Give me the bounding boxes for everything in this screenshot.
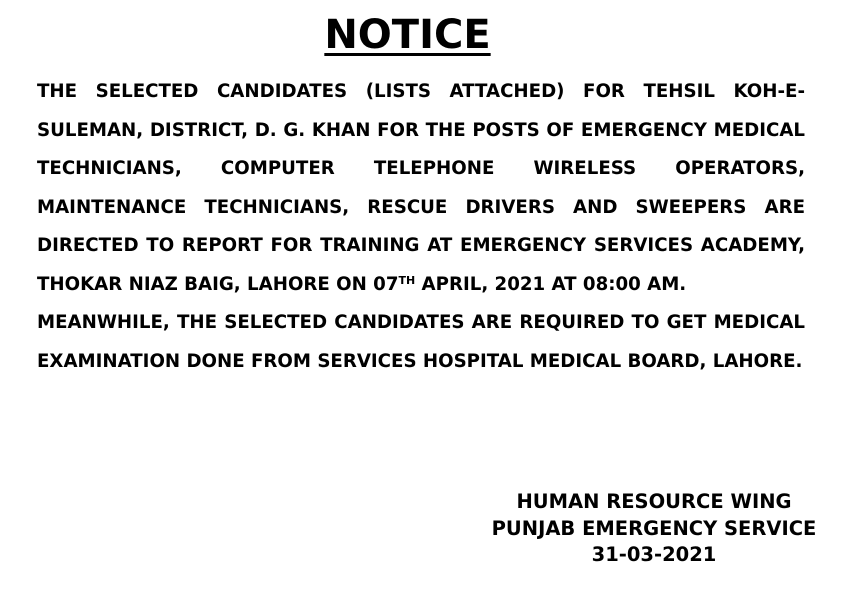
notice-title (0, 12, 815, 58)
signature-department: HUMAN RESOURCE WING (516, 490, 792, 513)
notice-body (37, 73, 805, 381)
paragraph-1-end: APRIL, 2021 AT 08:00 AM. (415, 273, 687, 295)
signature-organization: PUNJAB EMERGENCY SERVICE (491, 516, 817, 540)
notice-paragraph-2: MEANWHILE, THE SELECTED CANDIDATES ARE REQUIRED TO GET MEDICAL EXAMINATION DONE FROM SERVICES HOSPITAL MEDICAL BOARD, LAHORE. (37, 312, 805, 372)
paragraph-1-main: THE SELECTED CANDIDATES (LISTS ATTACHED) FOR TEHSIL KOH-E-SULEMAN, DISTRICT, D. G. KHAN FOR THE POSTS OF EMERGENCY MEDICAL TECHNICIANS, COMPUTER TELEPHONE WIRELESS OPERATORS, MAINTENANCE TECHNICIANS, RESCUE DRIVERS AND SWEEPERS ARE DIRECTED TO REPORT FOR TRAINING AT EMERGENCY SERVICES ACADEMY, THOKAR NIAZ BAIG, LAHORE ON 07 (37, 81, 805, 295)
signature-date: 31-03-2021 (591, 543, 717, 566)
notice-paragraph-1 (37, 73, 805, 304)
notice-title-text: NOTICE (324, 12, 491, 58)
date-ordinal-suffix: TH (398, 273, 416, 287)
signature-block (490, 489, 818, 569)
